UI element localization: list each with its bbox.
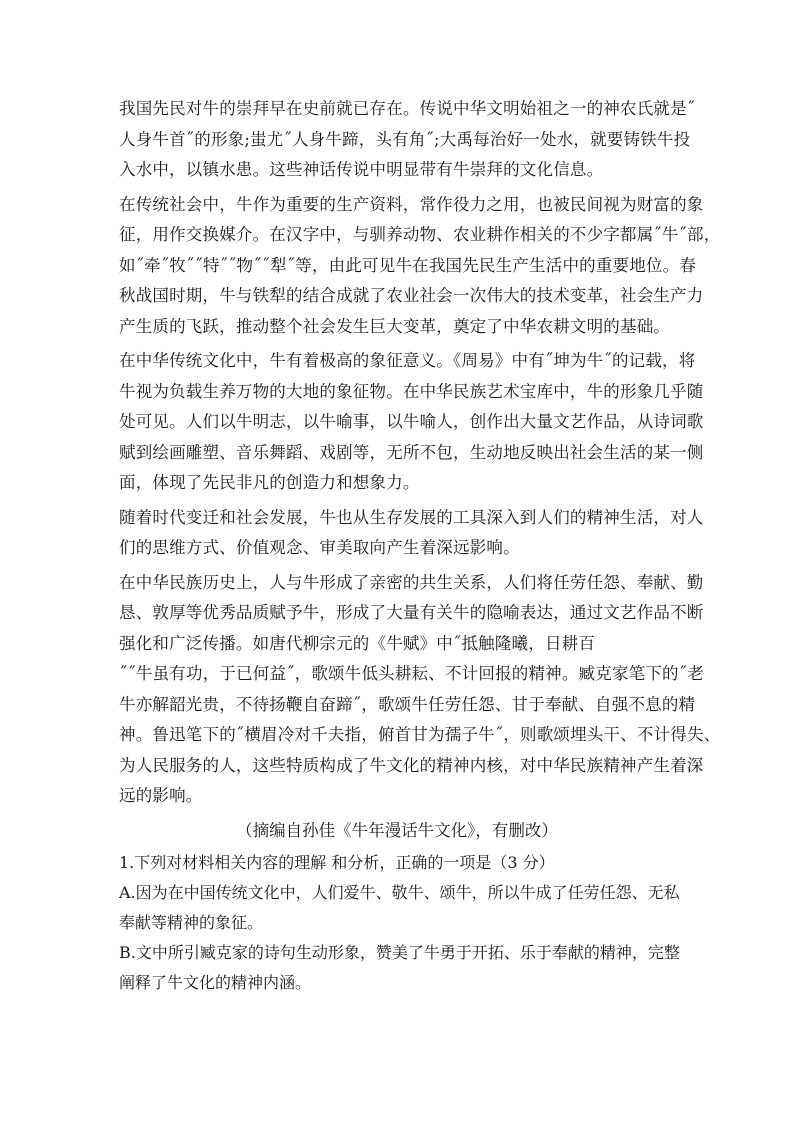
text-line: 为人民服务的人，这些特质构成了牛文化的精神内核，对中华民族精神产生着深 xyxy=(119,755,704,775)
text-line: 牛视为负载生养万物的大地的象征物。在中华民族艺术宝库中，牛的形象几乎随 xyxy=(119,381,704,401)
text-line: 在中华民族历史上，人与牛形成了亲密的共生关系，人们将任劳任怨、奉献、勤 xyxy=(119,572,704,592)
text-line: 强化和广泛传播。如唐代柳宗元的《牛赋》中˝抵触隆曦，日耕百 xyxy=(119,633,596,653)
text-line: 在中华传统文化中，牛有着极高的象征意义。《周易》中有˝坤为牛˝的记载，将 xyxy=(119,351,696,370)
question-1 xyxy=(119,848,680,998)
text-line: 面，体现了先民非凡的创造力和想象力。 xyxy=(119,473,420,492)
paragraph-3 xyxy=(119,346,704,499)
text-line: 秋战国时期，牛与铁犁的结合成就了农业社会一次伟大的技术变革，社会生产力 xyxy=(119,286,704,305)
paragraph-2 xyxy=(119,190,721,343)
text-line: 恳、敦厚等优秀品质赋予牛，形成了大量有关牛的隐喻表达，通过文艺作品不断 xyxy=(119,603,704,622)
text-line: 我国先民对牛的崇拜早在史前就已存在。传说中华文明始祖之一的神农氏就是˝ xyxy=(119,99,696,118)
text-line: 牛亦解韶光贵，不待扬鞭自奋蹄˝，歌颂牛任劳任怨、甘于奉献、自强不息的精 xyxy=(119,694,696,714)
paragraph-4 xyxy=(119,503,704,564)
text-line: 随着时代变迁和社会发展，牛也从生存发展的工具深入到人们的精神生活，对人 xyxy=(119,507,704,527)
text-line: 远的影响。 xyxy=(119,786,203,805)
document-page xyxy=(119,94,721,998)
text-line: 在传统社会中，牛作为重要的生产资料，常作役力之用，也被民间视为财富的象 xyxy=(119,194,704,214)
text-line: 如˝牵˝牧˝˝特˝˝物˝˝犁˝等，由此可见牛在我国先民生产生活中的重要地位。春 xyxy=(119,255,697,275)
option-a xyxy=(119,878,680,938)
text-line: 产生质的飞跃，推动整个社会发生巨大变革，奠定了中华农耕文明的基础。 xyxy=(119,316,671,336)
option-b xyxy=(119,938,680,998)
paragraph-5 xyxy=(119,568,721,812)
text-line: B.文中所引臧克家的诗句生动形象，赞美了牛勇于开拓、乐于奉献的精神，完整 xyxy=(119,942,680,962)
text-line: 们的思维方式、价值观念、审美取向产生着深远影响。 xyxy=(119,538,520,557)
text-line: 神。鲁迅笔下的˝横眉冷对千夫指，俯首甘为孺子牛˝，则歌颂埋头干、不计得失、 xyxy=(119,725,721,744)
question-stem: 1.下列对材料相关内容的理解 和分析，正确的一项是（3 分） xyxy=(119,852,555,872)
text-line: 处可见。人们以牛明志，以牛喻事，以牛喻人，创作出大量文艺作品，从诗词歌 xyxy=(119,412,704,431)
text-line: 阐释了牛文化的精神内涵。 xyxy=(119,972,312,992)
text-line: A.因为在中国传统文化中，人们爱牛、敬牛、颂牛，所以牛成了任劳任怨、无私 xyxy=(119,882,680,902)
text-line: ˝˝牛虽有功，于已何益˝，歌颂牛低头耕耘、不计回报的精神。臧克家笔下的˝老 xyxy=(119,664,704,683)
text-line: 征，用作交换媒介。在汉字中，与驯养动物、农业耕作相关的不少字都属˝牛˝部， xyxy=(119,225,721,244)
paragraph-1 xyxy=(119,94,696,186)
text-line: 入水中，以镇水患。这些神话传说中明显带有牛崇拜的文化信息。 xyxy=(119,160,604,179)
text-line: 人身牛首˝的形象;蚩尤˝人身牛蹄，头有角˝;大禹每治好一处水，就要铸铁牛投 xyxy=(119,129,691,149)
text-line: 赋到绘画雕塑、音乐舞蹈、戏剧等，无所不包，生动地反映出社会生活的某一侧 xyxy=(119,442,704,462)
article-source: （摘编自孙佳《牛年漫话牛文化》，有删改） xyxy=(236,820,558,840)
text-line: 奉献等精神的象征。 xyxy=(119,912,264,932)
